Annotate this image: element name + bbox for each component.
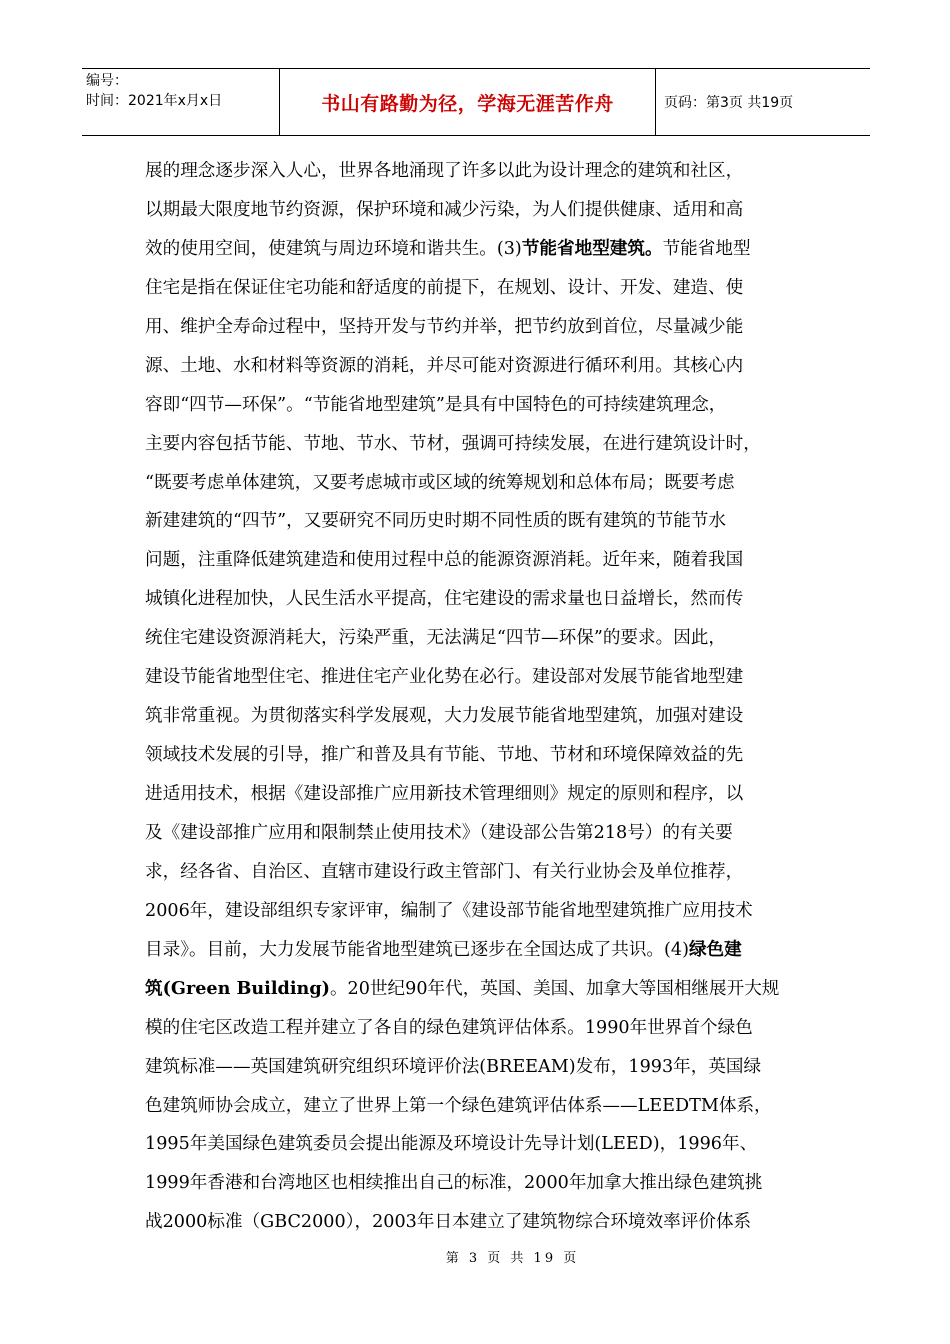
text-line [145,230,810,269]
document-date-label: 时间：2021年x月x日 [86,93,223,109]
text-line [145,658,810,697]
bold-heading-run: 绿色建 [688,938,742,960]
text-run: 筑非常重视。为贯彻落实科学发展观，大力发展节能省地型建筑，加强对建设 [145,706,744,727]
text-run: 色建筑师协会成立，建立了世界上第一个绿色建筑评估体系——LEEDTM体系， [145,1095,772,1116]
text-line [145,619,810,658]
text-line [145,1048,810,1087]
text-run: 问题，注重降低建筑建造和使用过程中总的能源资源消耗。近年来，随着我国 [145,550,744,571]
text-line [145,502,810,541]
text-run: 建设节能省地型住宅、推进住宅产业化势在必行。建设部对发展节能省地型建 [145,667,744,688]
header-meta-cell [82,69,280,135]
text-run: 用、维护全寿命过程中，坚持开发与节约并举，把节约放到首位，尽量减少能 [145,316,744,337]
text-run: 求，经各省、自治区、直辖市建设行政主管部门、有关行业协会及单位推荐， [145,861,744,882]
text-run: “既要考虑单体建筑，又要考虑城市或区域的统筹规划和总体布局；既要考虑 [145,472,735,493]
text-run: 主要内容包括节能、节地、节水、节材，强调可持续发展，在进行建筑设计时， [145,433,761,454]
text-run: 目录》。目前，大力发展节能省地型建筑已逐步在全国达成了共识。(4) [145,939,689,960]
text-run: 领域技术发展的引导，推广和普及具有节能、节地、节材和环境保障效益的先 [145,745,744,766]
text-line [145,347,810,386]
text-run: 模的住宅区改造工程并建立了各自的绿色建筑评估体系。1990年世界首个绿色 [145,1017,753,1038]
header-motto-cell [280,69,656,135]
text-line [145,152,810,191]
text-line [145,425,810,464]
text-run: 源、土地、水和材料等资源的消耗，并尽可能对资源进行循环利用。其核心内 [145,355,744,376]
text-run: 1995年美国绿色建筑委员会提出能源及环境设计先导计划(LEED)，1996年、 [145,1134,758,1155]
text-run: 2006年，建设部组织专家评审，编制了《建设部节能省地型建筑推广应用技术 [145,900,753,921]
text-run: 住宅是指在保证住宅功能和舒适度的前提下，在规划、设计、开发、建造、使 [145,277,744,298]
text-run: 容即“四节—环保”。“节能省地型建筑”是具有中国特色的可持续建筑理念， [145,394,727,415]
text-line [145,1087,810,1126]
document-body [145,152,810,1242]
header-motto: 书山有路勤为径，学海无涯苦作舟 [321,92,614,115]
text-line [145,775,810,814]
text-run: 效的使用空间，使建筑与周边环境和谐共生。(3) [145,238,522,259]
text-run: 建筑标准——英国建筑研究组织环境评价法(BREEAM)发布，1993年，英国绿 [145,1056,762,1077]
text-line [145,736,810,775]
text-line [145,1164,810,1203]
text-line [145,1203,810,1242]
text-line [145,464,810,503]
text-run: 1999年香港和台湾地区也相续推出自己的标准，2000年加拿大推出绿色建筑挑 [145,1173,763,1194]
text-line [145,580,810,619]
text-line [145,386,810,425]
footer-page-number: 第 3 页 共 19 页 [445,1251,580,1266]
text-line [145,892,810,931]
text-run: 及《建设部推广应用和限制禁止使用技术》（建设部公告第218号）的有关要 [145,822,733,843]
text-run: 。20世纪90年代，英国、美国、加拿大等国相继展开大规 [329,978,780,999]
text-line [145,191,810,230]
text-run: 节能省地型 [662,238,751,259]
text-run: 城镇化进程加快，人民生活水平提高，住宅建设的需求量也日益增长，然而传 [145,589,744,610]
text-run: 新建建筑的“四节”，又要研究不同历史时期不同性质的既有建筑的节能节水 [145,511,726,532]
header-page-label: 页码：第3页 共19页 [664,95,794,111]
text-line [145,814,810,853]
text-line [145,697,810,736]
text-line [145,541,810,580]
header-page-cell [656,69,870,135]
text-line [145,269,810,308]
bold-heading-run: 筑(Green Building) [145,977,330,999]
header-table [82,68,870,136]
bold-heading-run: 节能省地型建筑。 [521,237,663,259]
text-line [145,1125,810,1164]
text-run: 进适用技术，根据《建设部推广应用新技术管理细则》规定的原则和程序，以 [145,784,744,804]
text-line [145,853,810,892]
text-line [145,308,810,347]
document-number-label: 编号： [86,73,128,89]
text-run: 以期最大限度地节约资源，保护环境和减少污染，为人们提供健康、适用和高 [145,199,744,220]
text-run: 战2000标准（GBC2000），2003年日本建立了建筑物综合环境效率评价体系 [145,1212,752,1233]
text-run: 统住宅建设资源消耗大，污染严重，无法满足“四节—环保”的要求。因此， [145,628,726,649]
text-line [145,970,810,1009]
text-run: 展的理念逐步深入人心，世界各地涌现了许多以此为设计理念的建筑和社区， [145,161,744,181]
text-line [145,1009,810,1048]
text-line [145,931,810,970]
page-footer [0,1247,950,1266]
